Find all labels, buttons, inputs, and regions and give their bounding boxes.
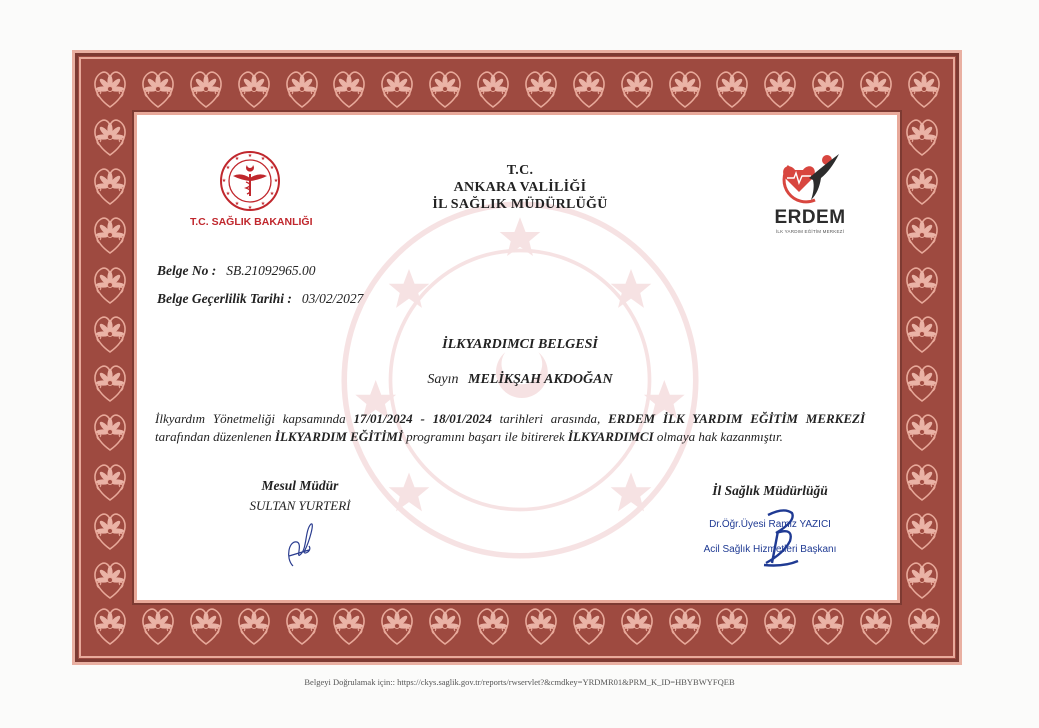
border-ornament-top xyxy=(87,65,947,113)
palmette-ornament-icon xyxy=(757,602,803,648)
signature-title: İl Sağlık Müdürlüğü xyxy=(712,483,828,498)
palmette-ornament-icon xyxy=(901,602,947,648)
palmette-ornament-icon xyxy=(87,211,133,257)
verification-footer: Belgeyi Doğrulamak için:: https://ckys.saglik.gov.tr/reports/rwservlet?&cmdkey=YRDMR01&PRM_K_ID=HBYBWYFQEB xyxy=(304,677,735,687)
erdem-logo xyxy=(760,152,860,234)
svg-text:★: ★ xyxy=(247,205,253,211)
header-line-tc: T.C. xyxy=(506,163,534,178)
svg-text:★: ★ xyxy=(234,201,240,207)
svg-text:★: ★ xyxy=(225,191,231,197)
signature-block-health-directorate xyxy=(670,483,870,579)
palmette-ornament-icon xyxy=(709,65,755,111)
palmette-ornament-icon xyxy=(709,602,755,648)
palmette-ornament-icon xyxy=(231,602,277,648)
palmette-ornament-icon xyxy=(470,602,516,648)
header-line-governorship: ANKARA VALİLİĞİ xyxy=(453,180,587,195)
palmette-ornament-icon xyxy=(899,458,945,504)
palmette-ornament-icon xyxy=(87,65,133,111)
palmette-ornament-icon xyxy=(422,602,468,648)
erdem-heart-figure-icon xyxy=(775,152,845,204)
palmette-ornament-icon xyxy=(87,602,133,648)
palmette-ornament-icon xyxy=(279,602,325,648)
stamp-official-title: Acil Sağlık Hizmetleri Başkanı xyxy=(703,544,837,555)
palmette-ornament-icon xyxy=(279,65,325,111)
validity-date-value: 03/02/2027 xyxy=(301,291,364,306)
svg-text:★: ★ xyxy=(234,156,240,162)
palmette-ornament-icon xyxy=(518,602,564,648)
palmette-ornament-icon xyxy=(853,65,899,111)
palmette-ornament-icon xyxy=(87,310,133,356)
palmette-ornament-icon xyxy=(422,65,468,111)
erdem-name: ERDEM xyxy=(774,207,846,228)
palmette-ornament-icon xyxy=(566,602,612,648)
recipient xyxy=(380,372,660,388)
palmette-ornament-icon xyxy=(805,602,851,648)
document-number-label: Belge No : xyxy=(157,263,217,278)
palmette-ornament-icon xyxy=(853,602,899,648)
issuer-header xyxy=(380,162,660,213)
certificate-title: İLKYARDIMCI BELGESİ xyxy=(442,337,598,352)
palmette-ornament-icon xyxy=(662,602,708,648)
signature-title: Mesul Müdür xyxy=(261,478,339,493)
palmette-ornament-icon xyxy=(87,359,133,405)
body-text-4: programını başarı ile bitirerek xyxy=(402,429,568,444)
palmette-ornament-icon xyxy=(231,65,277,111)
validity-date-row xyxy=(157,291,363,319)
header-line-directorate: İL SAĞLIK MÜDÜRLÜĞÜ xyxy=(432,197,608,212)
training-center: ERDEM İLK YARDIM EĞİTİM MERKEZİ xyxy=(608,411,865,426)
palmette-ornament-icon xyxy=(901,65,947,111)
document-number-value: SB.21092965.00 xyxy=(226,263,316,278)
erdem-subtitle: İLK YARDIM EĞİTİM MERKEZİ xyxy=(775,229,845,234)
stamp-official-name: Dr.Öğr.Üyesi Ramiz YAZICI xyxy=(709,519,831,530)
svg-text:★: ★ xyxy=(273,178,279,184)
handwritten-signature-icon xyxy=(275,520,325,570)
border-ornament-right xyxy=(899,113,947,602)
palmette-ornament-icon xyxy=(87,507,133,553)
palmette-ornament-icon xyxy=(899,310,945,356)
palmette-ornament-icon xyxy=(326,65,372,111)
svg-text:★: ★ xyxy=(221,178,227,184)
svg-text:★: ★ xyxy=(260,156,266,162)
palmette-ornament-icon xyxy=(614,65,660,111)
svg-text:★: ★ xyxy=(260,201,266,207)
palmette-ornament-icon xyxy=(87,261,133,307)
palmette-ornament-icon xyxy=(899,211,945,257)
palmette-ornament-icon xyxy=(183,602,229,648)
body-text-3: tarafından düzenlenen xyxy=(155,429,275,444)
palmette-ornament-icon xyxy=(899,261,945,307)
palmette-ornament-icon xyxy=(566,65,612,111)
palmette-ornament-icon xyxy=(135,65,181,111)
palmette-ornament-icon xyxy=(899,408,945,454)
palmette-ornament-icon xyxy=(899,359,945,405)
palmette-ornament-icon xyxy=(87,556,133,602)
handwritten-signature-icon xyxy=(754,507,814,569)
palmette-ornament-icon xyxy=(135,602,181,648)
document-meta xyxy=(157,263,363,319)
program-name: İLKYARDIM EĞİTİMİ xyxy=(274,429,403,444)
signature-block-responsible-manager xyxy=(200,478,400,575)
recipient-salutation: Sayın xyxy=(427,372,459,387)
training-dates: 17/01/2024 - 18/01/2024 xyxy=(353,411,492,426)
palmette-ornament-icon xyxy=(326,602,372,648)
palmette-ornament-icon xyxy=(87,113,133,159)
palmette-ornament-icon xyxy=(899,113,945,159)
official-stamp xyxy=(670,519,870,579)
earned-role: İLKYARDIMCI xyxy=(567,429,654,444)
palmette-ornament-icon xyxy=(614,602,660,648)
svg-text:★: ★ xyxy=(269,165,275,171)
palmette-ornament-icon xyxy=(87,162,133,208)
palmette-ornament-icon xyxy=(87,458,133,504)
palmette-ornament-icon xyxy=(899,556,945,602)
recipient-name: MELİKŞAH AKDOĞAN xyxy=(468,372,613,387)
border-ornament-left xyxy=(87,113,135,602)
validity-date-label: Belge Geçerlilik Tarihi : xyxy=(157,291,292,306)
certificate-body-text xyxy=(155,410,865,446)
body-text-2: tarihleri arasında, xyxy=(491,411,609,426)
palmette-ornament-icon xyxy=(470,65,516,111)
palmette-ornament-icon xyxy=(518,65,564,111)
ministry-of-health-emblem-icon xyxy=(219,150,281,212)
body-text-5: olmaya hak kazanmıştır. xyxy=(653,429,783,444)
palmette-ornament-icon xyxy=(757,65,803,111)
palmette-ornament-icon xyxy=(374,602,420,648)
palmette-ornament-icon xyxy=(183,65,229,111)
svg-text:★: ★ xyxy=(247,153,253,159)
ministry-logo xyxy=(190,150,313,228)
svg-text:★: ★ xyxy=(269,191,275,197)
ministry-name: T.C. SAĞLIK BAKANLIĞI xyxy=(190,216,313,228)
palmette-ornament-icon xyxy=(662,65,708,111)
document-number-row xyxy=(157,263,363,291)
svg-text:★: ★ xyxy=(225,165,231,171)
palmette-ornament-icon xyxy=(805,65,851,111)
palmette-ornament-icon xyxy=(899,162,945,208)
body-text-1: İlkyardım Yönetmeliği kapsamında xyxy=(155,411,354,426)
signature-name: SULTAN YURTERİ xyxy=(249,498,351,513)
palmette-ornament-icon xyxy=(374,65,420,111)
palmette-ornament-icon xyxy=(899,507,945,553)
border-ornament-bottom xyxy=(87,602,947,650)
palmette-ornament-icon xyxy=(87,408,133,454)
